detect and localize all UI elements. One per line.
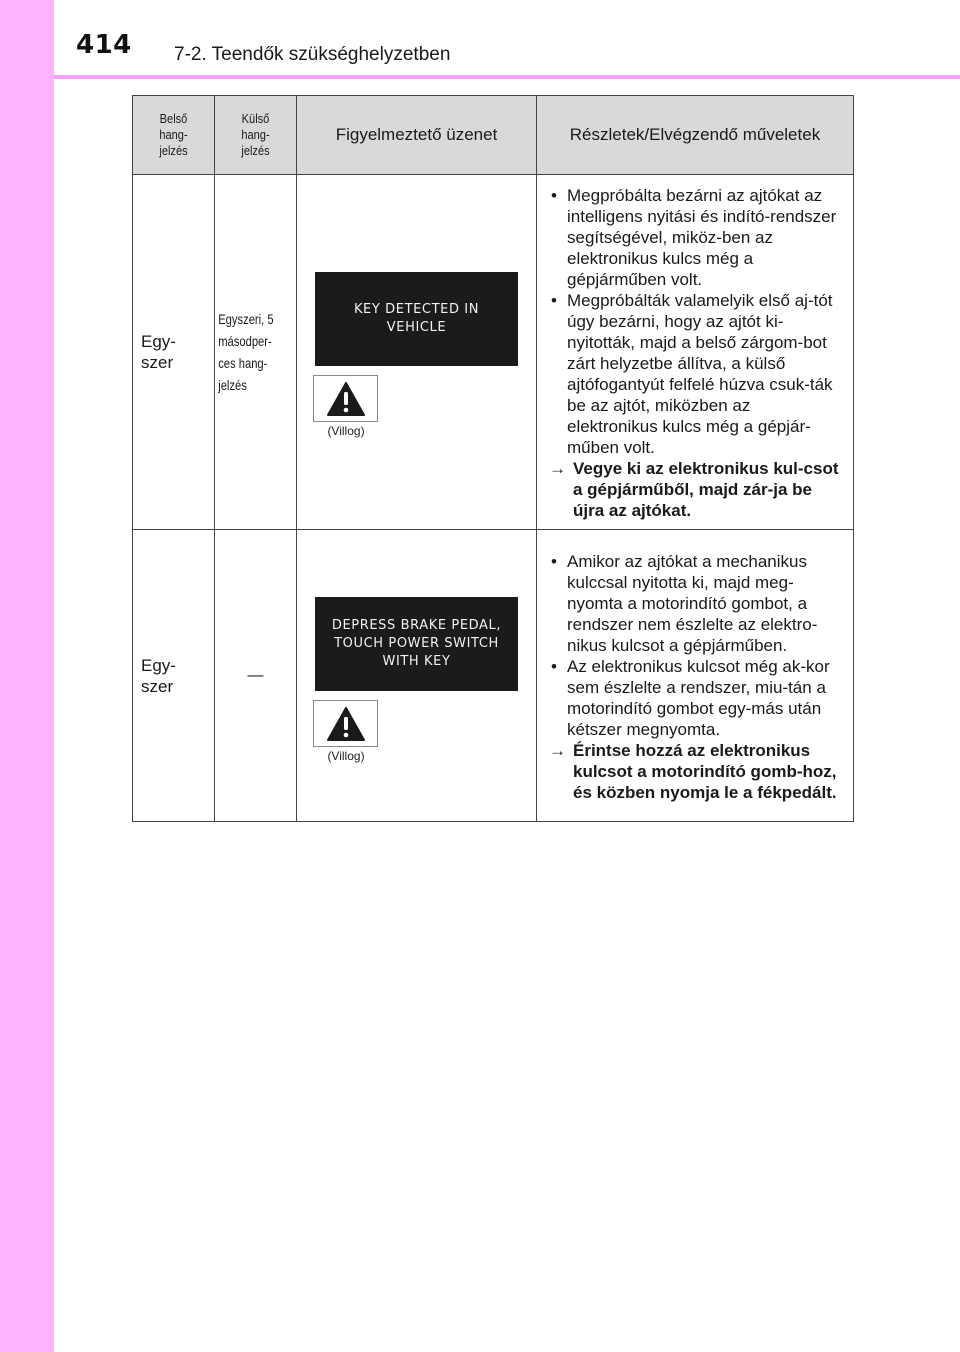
header-outer-buzzer: Külső hang- jelzés bbox=[215, 96, 297, 175]
table-row bbox=[133, 175, 854, 530]
header-inner-buzzer: Belső hang- jelzés bbox=[133, 96, 215, 175]
action-item bbox=[549, 740, 843, 803]
blink-caption: (Villog) bbox=[327, 749, 365, 763]
inner-buzzer-cell: Egy- szer bbox=[133, 175, 215, 530]
header-message: Figyelmeztető üzenet bbox=[297, 96, 537, 175]
details-cell bbox=[537, 530, 854, 822]
detail-bullet: • Az elektronikus kulcsot még ak-kor sem észlelte a rendszer, miu-tán a motorindító gombot egy-más után kétszer megnyomta. bbox=[549, 656, 843, 740]
arrow-icon: → bbox=[549, 740, 566, 760]
table-row bbox=[133, 530, 854, 822]
page-number: 414 bbox=[76, 30, 132, 60]
warning-light bbox=[313, 375, 378, 422]
arrow-icon: → bbox=[549, 459, 566, 478]
blink-caption: (Villog) bbox=[327, 424, 365, 438]
outer-buzzer-cell: Egyszeri, 5 másodper- ces hang- jelzés bbox=[215, 175, 297, 530]
detail-bullet: • Megpróbálta bezárni az ajtókat az intelligens nyitási és indító-rendszer segítségével, miköz-ben az elektronikus kulcs még a gépjárműben volt. bbox=[549, 185, 843, 290]
action-text: Vegye ki az elektronikus kul-csot a gépjárműből, majd zár-ja be újra az ajtókat. bbox=[573, 459, 839, 520]
warning-triangle-icon bbox=[327, 382, 365, 416]
warning-table bbox=[132, 95, 854, 822]
header-details: Részletek/Elvégzendő műveletek bbox=[537, 96, 854, 175]
warning-light bbox=[313, 700, 378, 747]
header-divider bbox=[54, 75, 960, 79]
action-text: Érintse hozzá az elektronikus kulcsot a motorindító gomb-hoz, és közben nyomja le a fékpedált. bbox=[573, 740, 837, 802]
details-cell bbox=[537, 175, 854, 530]
multi-info-display: KEY DETECTED IN VEHICLE bbox=[315, 272, 518, 366]
detail-bullet: • Megpróbálták valamelyik első aj-tót úgy bezárni, hogy az ajtót ki-nyitották, majd a belső zárgom-bot zárt helyzetbe állítva, a külső ajtófogantyút felfelé húzva csuk-ták be az ajtót, miközben az elektronikus kulcs még a gépjár-műben volt. bbox=[549, 290, 843, 458]
inner-buzzer-cell: Egy- szer bbox=[133, 530, 215, 822]
chapter-title: 7-2. Teendők szükséghelyzetben bbox=[174, 44, 451, 65]
action-item bbox=[549, 458, 843, 521]
warning-triangle-icon bbox=[327, 707, 365, 741]
detail-bullet: • Amikor az ajtókat a mechanikus kulccsal nyitotta ki, majd meg-nyomta a motorindító gombot, a rendszer nem észlelte az elektro-nikus kulcsot a gépjárműben. bbox=[549, 551, 843, 656]
warning-message-cell bbox=[297, 530, 537, 822]
side-tab-band bbox=[0, 0, 54, 1352]
multi-info-display: DEPRESS BRAKE PEDAL, TOUCH POWER SWITCH WITH KEY bbox=[315, 597, 518, 691]
table-header-row bbox=[133, 96, 854, 175]
outer-buzzer-cell: — bbox=[215, 530, 297, 822]
warning-message-cell bbox=[297, 175, 537, 530]
